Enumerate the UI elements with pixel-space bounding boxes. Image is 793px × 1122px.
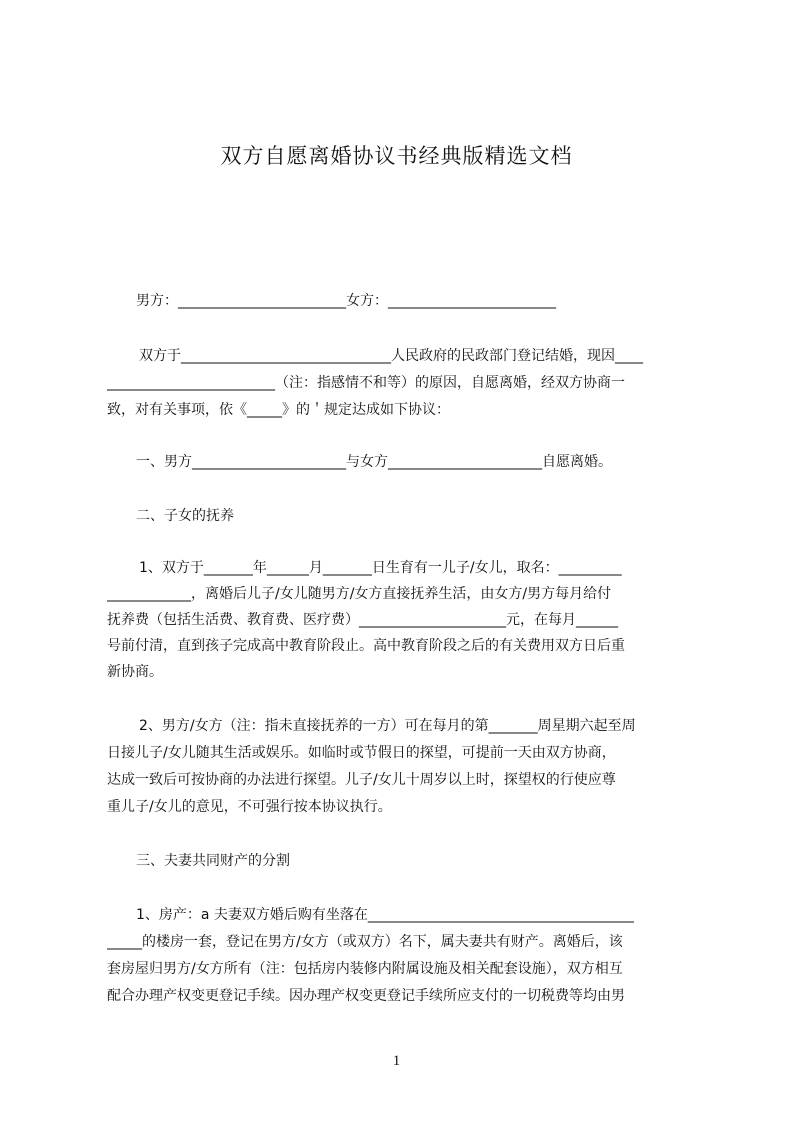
text-line: 双方于______________________________人民政府的民政部门登记结婚，现因____ [139, 348, 643, 364]
text-line: ____________，离婚后儿子/女儿随男方/女方直接抚养生活，由女方/男方每月给付 [107, 586, 612, 602]
section-heading: 二、子女的抚养 [136, 508, 234, 524]
text-line: 1、房产：a 夫妻双方婚后购有坐落在______________________________________ [136, 907, 634, 923]
text-line: 日接儿子/女儿随其生活或娱乐。如临时或节假日的探望，可提前一天由双方协商， [107, 745, 616, 761]
section-heading: 三、夫妻共同财产的分割 [136, 853, 290, 869]
text-line: 一、男方______________________与女方______________________自愿离婚。 [136, 454, 612, 470]
text-line: 配合办理产权变更登记手续。因办理产权变更登记手续所应支付的一切税费等均由男 [107, 988, 625, 1004]
text-line: 号前付清，直到孩子完成高中教育阶段止。高中教育阶段之后的有关费用双方日后重 [107, 638, 625, 654]
text-line: 1、双方于_______年______月_______日生育有一儿子/女儿，取名：_________ [139, 560, 622, 576]
text-line: 新协商。 [107, 664, 163, 680]
text-line: 套房屋归男方/女方所有（注：包括房内装修内附属设施及相关配套设施），双方相互 [107, 961, 623, 977]
document-title: 双方自愿离婚协议书经典版精选文档 [220, 144, 573, 168]
text-line: 抚养费（包括生活费、教育费、医疗费）_____________________元，在每月______ [107, 612, 618, 628]
text-line: 重儿子/女儿的意见，不可强行按本协议执行。 [107, 799, 392, 815]
text-line: 致，对有关事项，依《_____》的＇规定达成如下协议： [107, 402, 450, 418]
text-line: 2、男方/女方（注：指未直接抚养的一方）可在每月的第_______周星期六起至周 [139, 718, 636, 734]
page-number: 1 [392, 1053, 401, 1069]
text-line: ________________________（注：指感情不和等）的原因，自愿离婚，经双方协商一 [107, 375, 625, 391]
text-line: 男方：________________________女方：________________________ [136, 293, 556, 309]
text-line: _____的楼房一套，登记在男方/女方（或双方）名下，属夫妻共有财产。离婚后，该 [107, 934, 623, 950]
text-line: 达成一致后可按协商的办法进行探望。儿子/女儿十周岁以上时，探望权的行使应尊 [107, 772, 616, 788]
